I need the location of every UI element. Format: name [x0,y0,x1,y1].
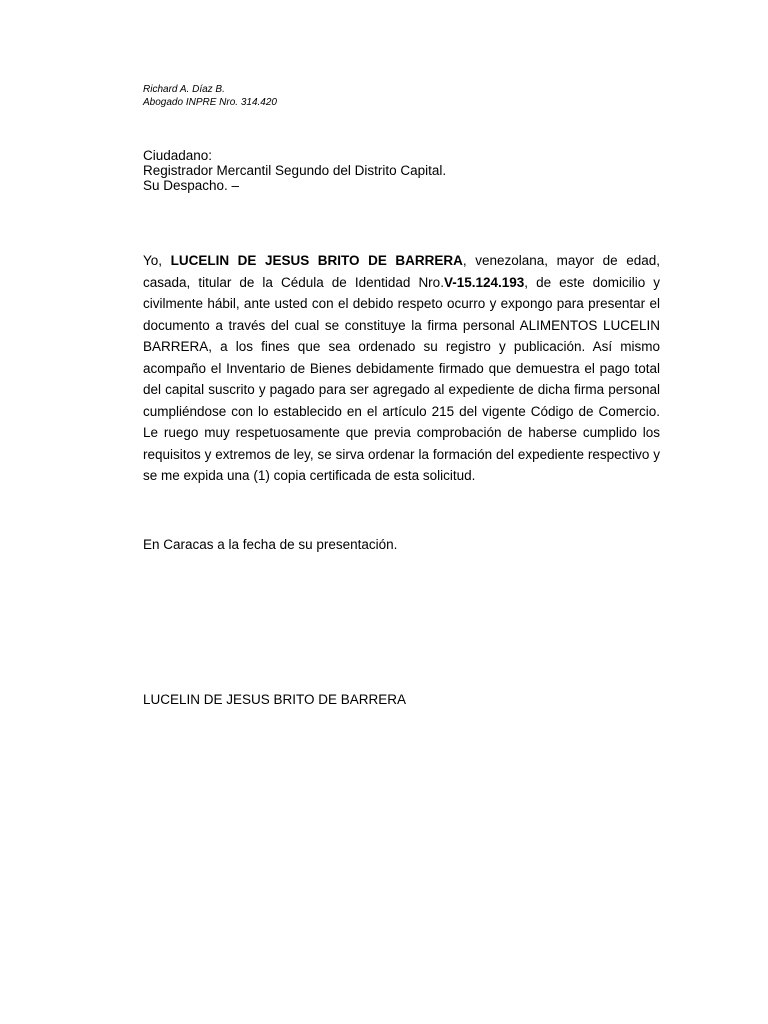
lawyer-name: Richard A. Díaz B. [143,84,225,95]
applicant-name: LUCELIN DE JESUS BRITO DE BARRERA [170,253,463,268]
body-part-1: , venezolana, mayor de edad, casada, titular de la Cédula de Identidad Nro. [143,253,660,290]
salutation: Ciudadano: [143,148,213,163]
closing-line: En Caracas a la fecha de su presentación. [143,537,398,552]
body-part-2: , de este domicilio y civilmente hábil, ante usted con el debido respeto ocurro y expongo para presentar el documento a través del cual se constituye la firma personal ALIMENTOS LUCELIN BARRERA, a los fines que sea ordenado su registro y publicación. Así mismo acompaño el Inventario de Bienes debidamente firmado que demuestra el pago total del capital suscrito y pagado para ser agregado al expediente de dicha firma personal cumpliéndose con lo establecido en el artículo 215 del vigente Código de Comercio. Le ruego muy respetuosamente que previa comprobación de haberse cumplido los requisitos y extremos de ley, se sirva ordenar la formación del expediente respectivo y se me expida una (1) copia certificada de esta solicitud. [143,274,660,483]
body-intro: Yo, [143,253,171,268]
recipient-address [143,148,446,193]
recipient-title: Registrador Mercantil Segundo del Distrito Capital. [143,163,447,178]
letterhead [143,84,277,109]
signature-name: LUCELIN DE JESUS BRITO DE BARRERA [143,692,407,707]
body-paragraph [143,250,660,487]
lawyer-credential: Abogado INPRE Nro. 314.420 [143,96,277,108]
recipient-office: Su Despacho. – [143,178,240,193]
id-number: V-15.124.193 [443,274,525,290]
